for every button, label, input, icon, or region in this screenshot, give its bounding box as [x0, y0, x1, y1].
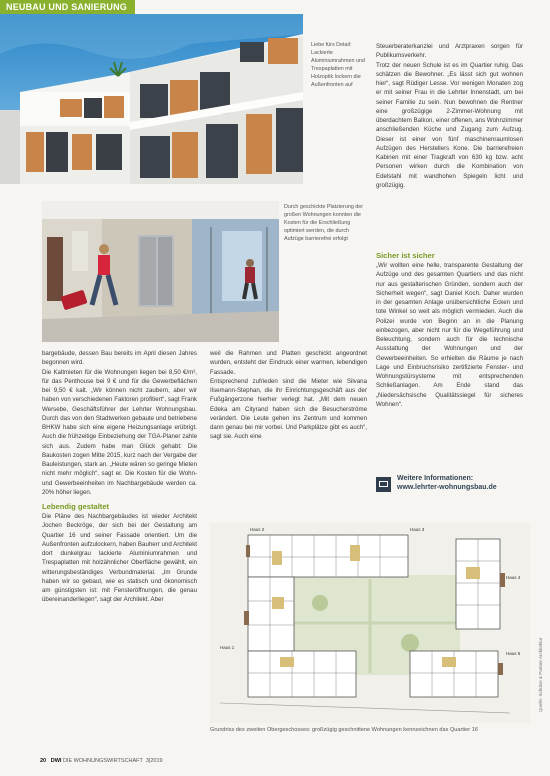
paragraph: Steuerberaterkanzlei und Arztpraxen sorgen für Publikumsverkehr. [376, 43, 523, 60]
paragraph: Die Kaltmieten für die Wohnungen liegen bei 8,50 €/m², für das Penthouse bei 9 € und für die Gewerbeflächen bei 9,50 € kalt. „Wir können nicht zaubern, aber wir haben von verschiedenen Faktoren profitiert“, sagt Frank Wersebe, Geschäftsführer der Lehrter Wohnungsbau. Durch das von den Stadtwerken gebaute und betriebene BHKW habe sich eine eigene Heizungsanlage erübrigt. Auch die frühzeitige Einbeziehung der TGA-Planer zahle sich aus. Zudem habe man Glück gehabt: Die Baukosten zogen Mitte 2015, kurz nach der Vergabe der Bauleistungen, stark an. „Heute wären so geringe Mieten nicht mehr möglich“, sagt er. Die Kosten für die Wohn- und Gewerbeeinheiten im Nachbargebäude werden ca. 20% höher liegen. [42, 368, 197, 496]
info-link[interactable]: www.lehrter-wohnungsbau.de [397, 484, 497, 491]
magazine-title: DIE WOHNUNGSWIRTSCHAFT [62, 758, 143, 764]
page-footer [40, 758, 163, 764]
lobby-caption: Durch geschickte Platzierung der großen Wohnungen konnten die Kosten für die Erschließung optimiert werden, die durch Aufzüge barrierefrei erfolgt [284, 204, 364, 242]
section-tag: NEUBAU UND SANIERUNG [0, 0, 135, 14]
right-column-top [376, 42, 523, 190]
right-column-sicher [376, 251, 523, 409]
issue: 3|2019 [145, 758, 163, 764]
info-label: Weitere Informationen: [397, 475, 474, 482]
brand-logo: DWI [50, 758, 62, 764]
plan-credit: Quelle: Schütze & Partner Architektur [538, 637, 543, 712]
paragraph: Trotz der neuen Schule ist es im Quartier ruhig. Das schätzen die Bewohner. „Es lässt sich gut wohnen hier“, sagt Rüdiger Lesse. Vor wenigen Monaten zog er mit seiner Frau in die Lehrter Innenstadt, um bei seiner Familie zu sein. Nun bewohnen die Rentner eine großzügige 2-Zimmer-Wohnung mit überdachtem Balkon, einer offenen, ans Wohnzimmer anschließenden Küche und Zugang zum Aufzug. Dieser ist einer von fünf maschinenraumlosen Aufzügen des Herstellers Kone. Die barrierefreien Kabinen mit einer Tragkraft von 630 kg bzw. acht Personen wirken durch die Kombination von Edelstahl mit wandhohen Spiegeln licht und großzügig. [376, 61, 523, 189]
plan-label-haus-4: Haus 4 [506, 575, 521, 580]
middle-column [210, 349, 367, 442]
plan-caption: Grundriss des zweiten Obergeschosses: großzügig geschnittene Wohnungen kennzeichnen das Quartier 16 [210, 727, 478, 733]
plan-label-haus-3: Haus 3 [410, 527, 425, 532]
paragraph: „Wir wollten eine helle, transparente Gestaltung der Aufzüge und des gesamten Quartiers und das nicht nur aus gestalterischen Gründen, sondern auch der Sicherheit wegen“, sagt Daniel Koch. Daher wurden in der gesamten Anlage unübersichtliche Ecken und tote Winkel so weit als möglich vermieden. Auch die Polizei wurde von Beginn an in die Planung einbezogen, aber nicht nur für die Wegeführung und Beleuchtung, sondern auch für die technische Ausstattung der Wohnungen und der Gewerbeeinheiten. So erhielten die Räume je nach Lage und Einbruchsrisiko zertifizierte Fenster- und Wohnungstürsysteme mit entsprechenden Schließanlagen. Am Ende stand das „Niedersächsische Qualitätssiegel für sicheres Wohnen“. [376, 262, 523, 408]
monitor-icon [376, 477, 391, 492]
plan-label-haus-5: Haus 5 [506, 651, 521, 656]
info-box [376, 475, 522, 495]
paragraph: Entsprechend zufrieden sind die Mieter wie Silvana Ilsemann-Stephan, die ihr Einrichtungsgeschäft aus der Fußgängerzone hierher verlegt hat. „Mit dem neuen Edeka am Cityrand haben sich die Besucherströme verändert. Die Leute gehen ins Zentrum und kommen dann genau bei mir vorbei. Und Parkplätze gibt es auch“, sagt sie. Auch eine [210, 377, 367, 441]
page-number: 20 [40, 758, 47, 764]
heading-lebendig: Lebendig gestaltet [42, 502, 110, 511]
paragraph: Die Pläne des Nachbargebäudes ist wieder Architekt Jochen Beckröge, der sich bei der Gestaltung am Quartier 16 und seiner Fassade orientiert. Um die Außenfronten aufzulockern, haben Bauherr und Architekt dort dunkelgrau lackierte Aluminiumrahmen und Trespaplatten mit holzähnlicher Oberfläche gewählt, ein witterungsbeständiges Verbundmaterial. „Im Grunde haben wir so gebaut, wie es statisch und ökonomisch am günstigsten ist: mit Fensteröffnungen, die genau übereinanderliegen“, sagt der Architekt. Aber [42, 513, 197, 604]
facade-photo [0, 14, 303, 184]
lobby-photo [42, 201, 279, 342]
floor-plan [210, 523, 530, 723]
plan-label-haus-1: Haus 1 [220, 645, 235, 650]
left-column [42, 349, 197, 605]
paragraph: bargebäude, dessen Bau bereits im April diesen Jahres begonnen wird. [42, 350, 197, 367]
plan-label-haus-2: Haus 2 [250, 527, 265, 532]
heading-sicher: Sicher ist sicher [376, 251, 435, 260]
paragraph: weil die Rahmen und Platten geschickt angeordnet wurden, entsteht der Eindruck einer warmen, lebendigen Fassade. [210, 350, 367, 376]
facade-caption: Liebe fürs Detail: Lackierte Aluminiumrahmen und Trespaplatten mit Holzoptik lockern die Außenfronten auf [311, 42, 365, 88]
